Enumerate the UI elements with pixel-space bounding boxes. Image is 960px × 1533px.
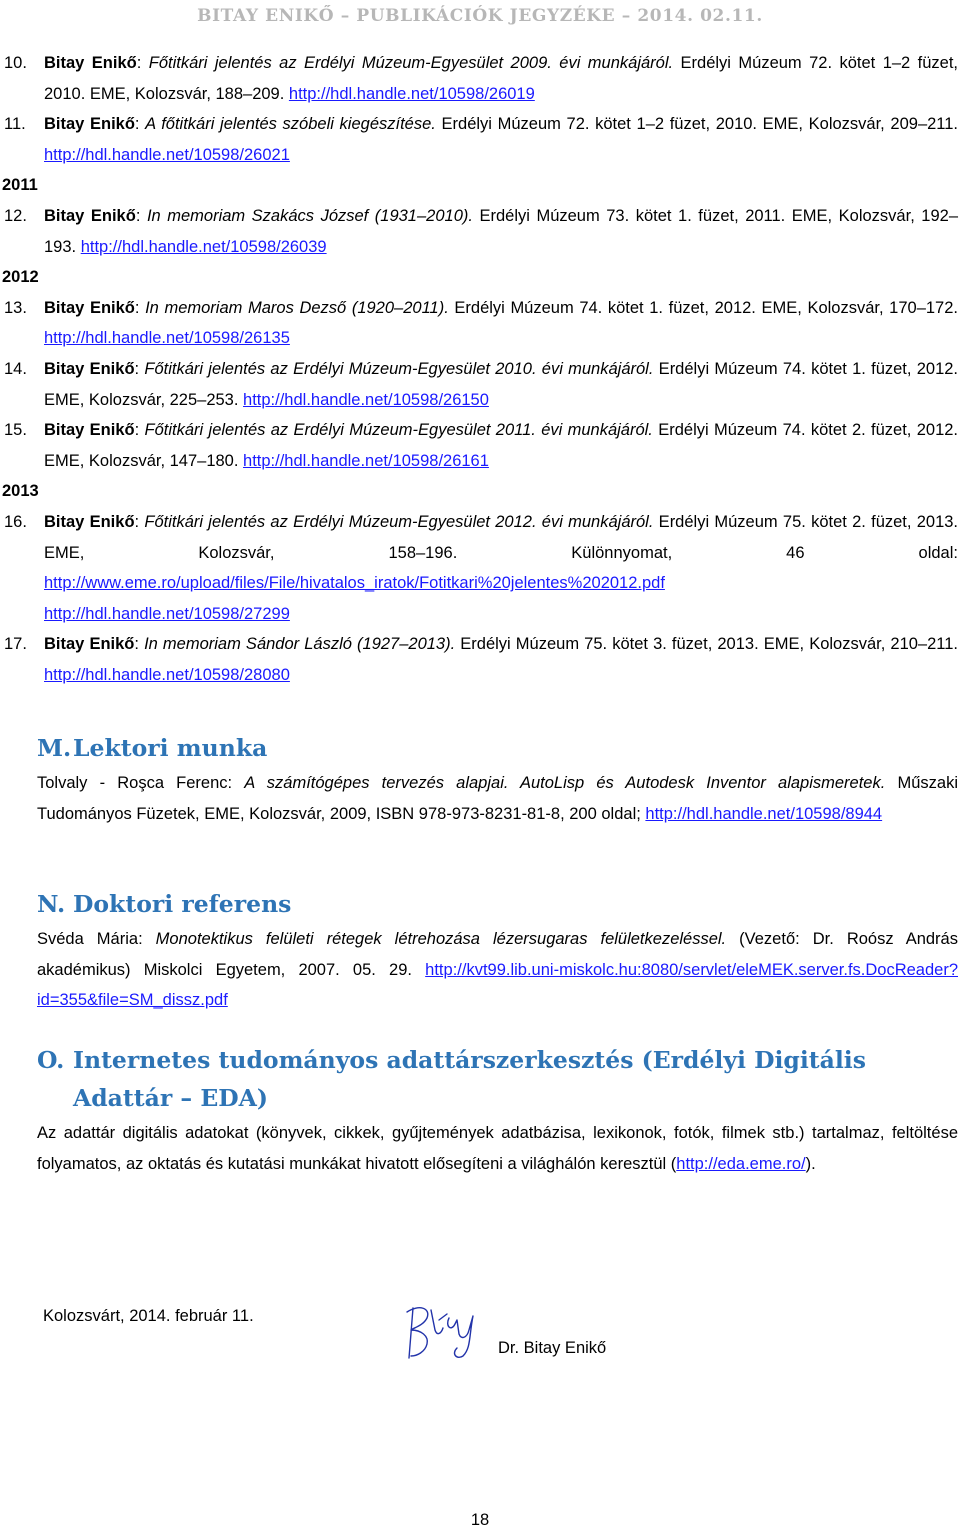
entry-number: 16.	[4, 512, 27, 531]
section-o-text	[37, 1118, 958, 1179]
italic-title: A számítógépes tervezés alapjai. AutoLisp és Autodesk Inventor alapismeretek.	[244, 774, 886, 792]
author: Bitay Enikő	[44, 635, 135, 654]
section-o-heading	[37, 1041, 937, 1117]
section-m-heading	[37, 729, 937, 767]
separator: :	[134, 298, 146, 317]
separator: :	[134, 635, 145, 654]
section-m-text	[37, 768, 958, 829]
text: Műszaki Tudományos Füzetek, EME, Kolozsvár, 2009, ISBN 978-973-8231-81-8, 200 oldal;	[37, 774, 958, 823]
year-heading: 2013	[2, 482, 39, 501]
author: Bitay Enikő	[44, 359, 135, 378]
entry-details: Erdélyi Múzeum 74. kötet 2. füzet, 2012. EME, Kolozsvár, 147–180.	[44, 421, 959, 470]
entry-number: 12.	[4, 206, 27, 225]
entry-number: 13.	[4, 298, 27, 317]
eda-link[interactable]: http://eda.eme.ro/	[676, 1154, 806, 1173]
handle-link[interactable]: http://www.eme.ro/upload/files/File/hivatalos_iratok/Fotitkari%20jelentes%202012.pdf	[44, 574, 665, 593]
handle-link[interactable]: http://hdl.handle.net/10598/26150	[243, 390, 489, 409]
publication-entry	[0, 48, 958, 109]
separator: :	[134, 421, 145, 440]
entry-title: Főtitkári jelentés az Erdélyi Múzeum-Egyesület 2009. évi munkájáról.	[148, 54, 674, 72]
entry-title: Főtitkári jelentés az Erdélyi Múzeum-Egyesület 2012. évi munkájáról.	[144, 512, 654, 531]
entry-number: 11.	[4, 115, 26, 134]
year-heading: 2012	[2, 268, 39, 287]
handle-link[interactable]: http://hdl.handle.net/10598/28080	[44, 665, 290, 684]
separator: :	[134, 115, 146, 134]
publication-list	[0, 48, 958, 690]
entry-details: Erdélyi Múzeum 72. kötet 1–2 füzet, 2010. EME, Kolozsvár, 209–211.	[435, 115, 959, 134]
entry-details: Erdélyi Múzeum 72. kötet 1–2 füzet, 2010. EME, Kolozsvár, 188–209.	[44, 54, 959, 103]
text: ).	[805, 1154, 816, 1173]
handle-link[interactable]: http://hdl.handle.net/10598/26021	[44, 145, 290, 164]
entry-details: Erdélyi Múzeum 73. kötet 1. füzet, 2011. EME, Kolozsvár, 192–193.	[44, 206, 959, 256]
entry-title: A főtitkári jelentés szóbeli kiegészítése.	[145, 115, 436, 134]
handle-link[interactable]: http://hdl.handle.net/10598/26135	[44, 329, 290, 348]
text: Tolvaly - Roşca Ferenc:	[37, 774, 245, 792]
text: Az adattár digitális adatokat (könyvek, cikkek, gyűjtemények adatbázisa, lexikonok, fotók, filmek stb.) tartalmaz, feltöltése folyamatos, az oktatás és kutatási munkákat hivatott elősegíteni a világhálón keresztül (	[37, 1124, 958, 1173]
author: Bitay Enikő	[44, 54, 137, 72]
handle-link[interactable]: http://hdl.handle.net/10598/26039	[80, 237, 327, 256]
entry-title: Főtitkári jelentés az Erdélyi Múzeum-Egyesület 2010. évi munkájáról.	[144, 359, 654, 378]
publication-entry	[0, 507, 958, 629]
section-title-line2: Adattár – EDA)	[73, 1084, 268, 1112]
author: Bitay Enikő	[44, 421, 135, 440]
section-title-line1: Internetes tudományos adattárszerkesztés (Erdélyi Digitális	[73, 1046, 866, 1074]
author: Bitay Enikő	[44, 206, 136, 225]
publication-entry	[0, 415, 958, 476]
entry-details: Erdélyi Múzeum 75. kötet 2. füzet, 2013. EME, Kolozsvár, 158–196. Különnyomat, 46 oldal:	[44, 512, 959, 562]
section-letter: O.	[37, 1046, 65, 1074]
entry-title: In memoriam Sándor László (1927–2013).	[144, 635, 456, 654]
page-number: 18	[470, 1511, 490, 1529]
publication-entry	[0, 201, 958, 262]
publication-entry	[0, 293, 958, 354]
page-header: BITAY ENIKŐ – PUBLIKÁCIÓK JEGYZÉKE – 2014. 02.11.	[197, 6, 763, 26]
handle-link[interactable]: http://hdl.handle.net/10598/26019	[288, 84, 535, 103]
section-n-text	[37, 924, 958, 1016]
text: (Vezető: Dr. Roósz András akadémikus) Miskolci Egyetem, 2007. 05. 29.	[37, 930, 958, 979]
author: Bitay Enikő	[44, 115, 135, 134]
publication-entry	[0, 354, 958, 415]
dissertation-link[interactable]: http://kvt99.lib.uni-miskolc.hu:8080/servlet/eleMEK.server.fs.DocReader?id=355&file=SM_dissz.pdf	[37, 960, 958, 1009]
section-letter: M.	[37, 734, 72, 762]
entry-number: 17.	[4, 635, 27, 654]
entry-number: 14.	[4, 359, 27, 378]
publication-entry	[0, 109, 958, 170]
place-date: Kolozsvárt, 2014. február 11.	[43, 1307, 254, 1325]
author: Bitay Enikő	[44, 298, 135, 317]
signature-name: Dr. Bitay Enikő	[498, 1339, 607, 1357]
entry-number: 10.	[4, 54, 27, 72]
author: Bitay Enikő	[44, 512, 135, 531]
section-title: Doktori referens	[73, 890, 292, 918]
text: Svéda Mária:	[37, 930, 156, 948]
handle-link[interactable]: http://hdl.handle.net/10598/8944	[645, 804, 883, 823]
section-letter: N.	[37, 890, 66, 918]
entry-details: Erdélyi Múzeum 74. kötet 1. füzet, 2012. EME, Kolozsvár, 170–172.	[448, 298, 958, 317]
entry-title: In memoriam Maros Dezső (1920–2011).	[145, 298, 449, 317]
separator: :	[135, 206, 147, 225]
entry-title: Főtitkári jelentés az Erdélyi Múzeum-Egyesület 2011. évi munkájáról.	[144, 421, 653, 440]
signature-image	[397, 1300, 489, 1362]
section-n-heading	[37, 885, 937, 923]
separator: :	[136, 54, 149, 72]
handle-link[interactable]: http://hdl.handle.net/10598/27299	[44, 604, 290, 623]
italic-title: Monotektikus felületi rétegek létrehozása lézersugaras felületkezeléssel.	[155, 930, 727, 948]
entry-title: In memoriam Szakács József (1931–2010).	[146, 206, 473, 225]
section-title: Lektori munka	[73, 734, 268, 762]
separator: :	[134, 512, 145, 531]
year-heading: 2011	[2, 176, 38, 195]
separator: :	[134, 359, 145, 378]
publication-entry	[0, 629, 958, 690]
entry-details: Erdélyi Múzeum 75. kötet 3. füzet, 2013. EME, Kolozsvár, 210–211.	[455, 635, 959, 654]
handle-link[interactable]: http://hdl.handle.net/10598/26161	[243, 451, 489, 470]
entry-details: Erdélyi Múzeum 74. kötet 1. füzet, 2012. EME, Kolozsvár, 225–253.	[44, 359, 959, 409]
entry-number: 15.	[4, 421, 27, 440]
